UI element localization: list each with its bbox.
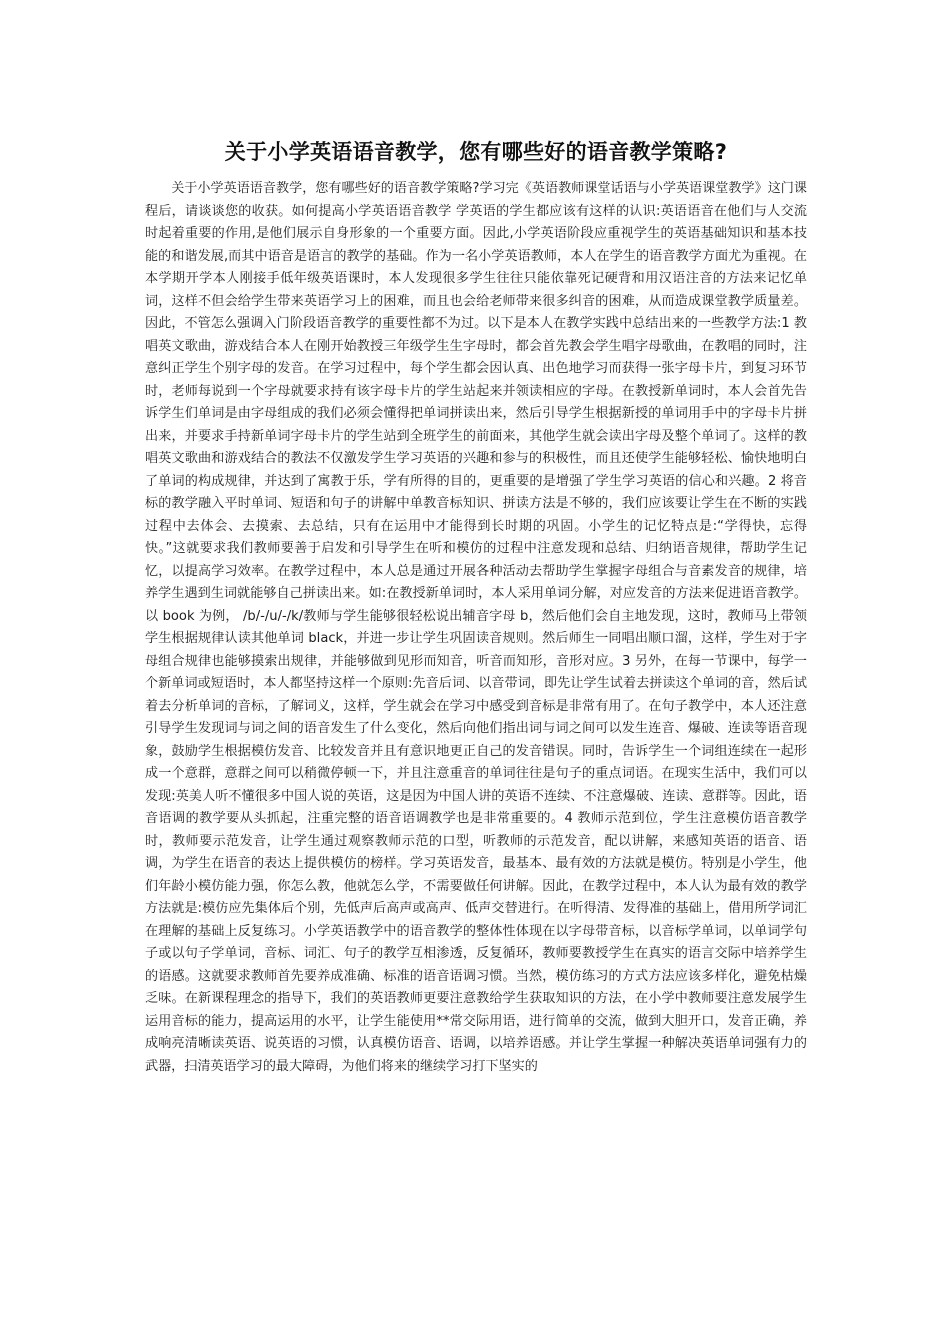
document-body-paragraph: 关于小学英语语音教学，您有哪些好的语音教学策略?学习完《英语教师课堂话语与小学英语课堂教学》这门课程后，请谈谈您的收获。如何提高小学英语语音教学 学英语的学生都应该有这样的认识:英语语音在他们与人交流时起着重要的作用,是他们展示自身形象的一个重要方面。因此,小学英语阶段应重视学生的英语基础知识和基本技能的和谐发展,而其中语音是语言的教学的基础。作为一名小学英语教师，本人在学生的语音教学方面尤为重视。在本学期开学本人刚接手低年级英语课时，本人发现很多学生往往只能依靠死记硬背和用汉语注音的方法来记忆单词，这样不但会给学生带来英语学习上的困难，而且也会给老师带来很多纠音的困难，从而造成课堂教学质量差。因此，不管怎么强调入门阶段语音教学的重要性都不为过。以下是本人在教学实践中总结出来的一些教学方法:1 教唱英文歌曲，游戏结合本人在刚开始教授三年级学生生字母时，都会首先教会学生唱字母歌曲，在教唱的同时，注意纠正学生个别字母的发音。在学习过程中，每个学生都会因认真、出色地学习而获得一张字母卡片，到复习环节时，老师每说到一个字母就要求持有该字母卡片的学生站起来并领读相应的字母。在教授新单词时，本人会首先告诉学生们单词是由字母组成的我们必须会懂得把单词拼读出来，然后引导学生根据新授的单词用手中的字母卡片拼出来，并要求手持新单词字母卡片的学生站到全班学生的前面来，其他学生就会读出字母及整个单词了。这样的教唱英文歌曲和游戏结合的教法不仅激发学生学习英语的兴趣和参与的积极性，而且还使学生能够轻松、愉快地明白了单词的构成规律，并达到了寓教于乐，学有所得的目的，更重要的是增强了学生学习英语的信心和兴趣。2 将音标的教学融入平时单词、短语和句子的讲解中单教音标知识、拼读方法是不够的，我们应该要让学生在不断的实践过程中去体会、去摸索、去总结，只有在运用中才能得到长时期的巩固。小学生的记忆特点是:“学得快，忘得快。”这就要求我们教师要善于启发和引导学生在听和模仿的过程中注意发现和总结、归纳语音规律，帮助学生记忆，以提高学习效率。在教学过程中，本人总是通过开展各种活动去帮助学生掌握字母组合与音素发音的规律，培养学生遇到生词就能够自己拼读出来。如:在教授新单词时，本人采用单词分解，对应发音的方法来促进语音教学。以 book 为例， /b/-/u/-/k/教师与学生能够很轻松说出辅音字母 b，然后他们会自主地发现，这时，教师马上带领学生根据规律认读其他单词 black，并进一步让学生巩固读音规则。然后师生一同唱出顺口溜，这样，学生对于字母组合规律也能够摸索出规律，并能够做到见形而知音，听音而知形，音形对应。3 另外，在每一节课中，每学一个新单词或短语时，本人都坚持这样一个原则:先音后词、以音带词，即先让学生试着去拼读这个单词的音，然后试着去分析单词的音标，了解词义，这样，学生就会在学习中感受到音标是非常有用了。在句子教学中，本人还注意引导学生发现词与词之间的语音发生了什么变化，然后向他们指出词与词之间可以发生连音、爆破、连读等语音现象，鼓励学生根据模仿发音、比较发音并且有意识地更正自己的发音错误。同时，告诉学生一个词组连续在一起形成一个意群，意群之间可以稍微停顿一下，并且注意重音的单词往往是句子的重点词语。在现实生活中，我们可以发现:英美人听不懂很多中国人说的英语，这是因为中国人讲的英语不连续、不注意爆破、连读、意群等。因此，语音语调的教学要从头抓起，注重完整的语音语调教学也是非常重要的。4 教师示范到位，学生注意模仿语音教学时，教师要示范发音，让学生通过观察教师示范的口型，听教师的示范发音，配以讲解，来感知英语的语音、语调，为学生在语音的表达上提供模仿的榜样。学习英语发音，最基本、最有效的方法就是模仿。特别是小学生，他们年龄小模仿能力强，你怎么教，他就怎么学，不需要做任何讲解。因此，在教学过程中，本人认为最有效的教学方法就是:模仿应先集体后个别，先低声后高声或高声、低声交替进行。在听得清、发得准的基础上，借用所学词汇在理解的基础上反复练习。小学英语教学中的语音教学的整体性体现在以字母带音标，以音标学单词，以单词学句子或以句子学单词，音标、词汇、句子的教学互相渗透，反复循环，教师要教授学生在真实的语言交际中培养学生的语感。这就要求教师首先要养成准确、标准的语音语调习惯。当然，模仿练习的方式方法应该多样化，避免枯燥乏味。在新课程理念的指导下，我们的英语教师更要注意教给学生获取知识的方法，在小学中教师要注意发展学生运用音标的能力，提高运用的水平，让学生能使用**常交际用语，进行简单的交流，做到大胆开口，发音正确，养成响亮清晰读英语、说英语的习惯，认真模仿语音、语调，以培养语感。并让学生掌握一种解决英语单词强有力的武器，扫清英语学习的最大障碍，为他们将来的继续学习打下坚实的 xyxy=(145,181,807,1074)
document-page xyxy=(145,0,807,1344)
document-title: 关于小学英语语音教学，您有哪些好的语音教学策略? xyxy=(224,140,728,164)
